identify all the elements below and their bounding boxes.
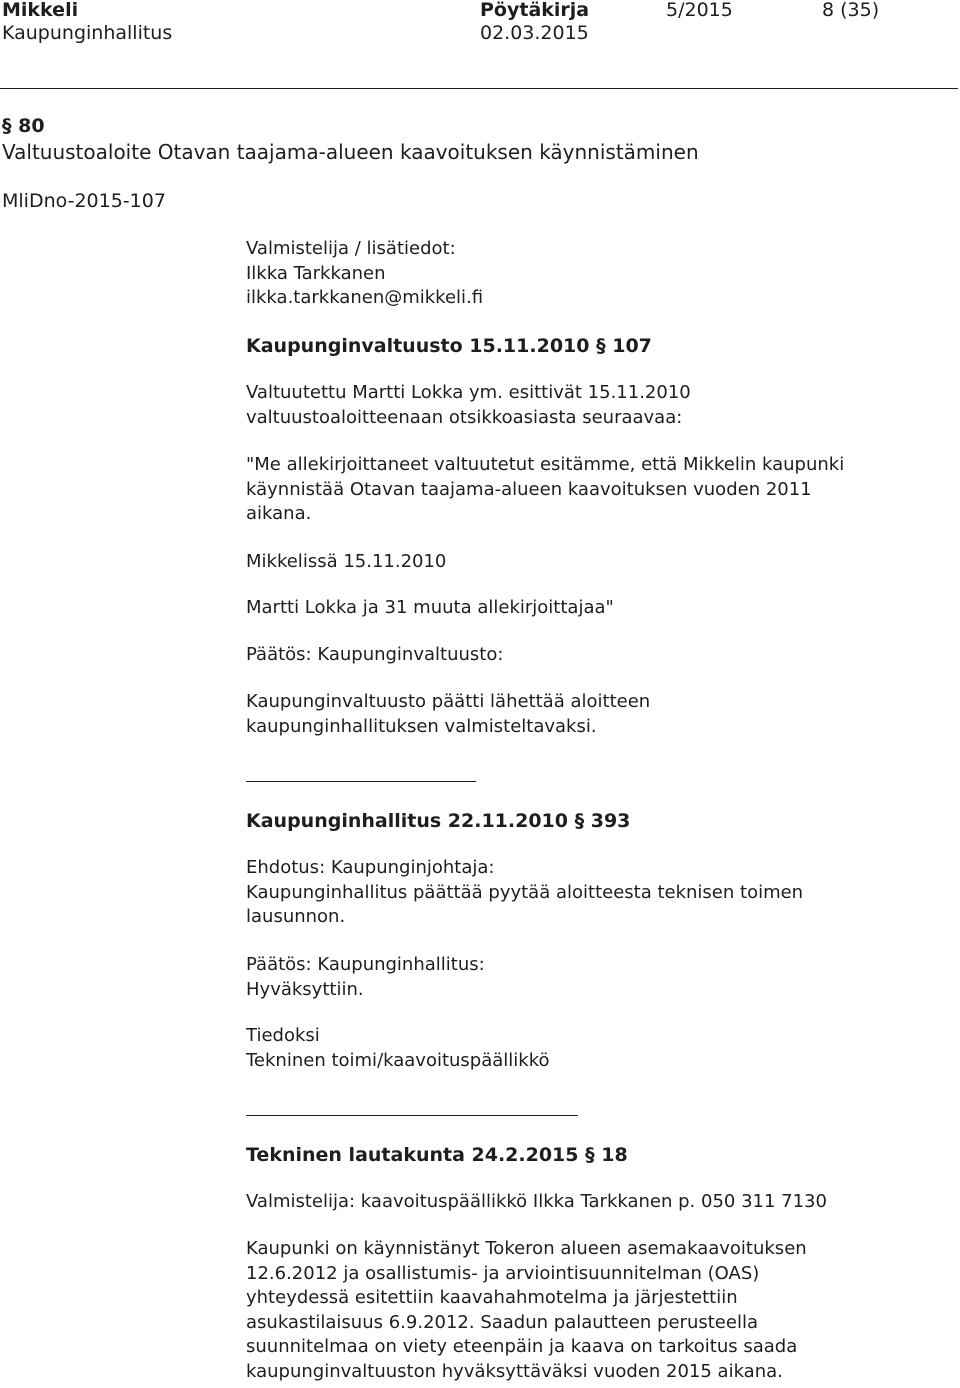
header-doc-number: 5/2015 xyxy=(666,0,733,21)
board-decision: Päätös: Kaupunginhallitus: Hyväksyttiin. xyxy=(246,954,485,1000)
preparer-name: Ilkka Tarkkanen xyxy=(246,262,386,284)
section-title: Valtuustoaloite Otavan taajama-alueen kaavoituksen käynnistäminen xyxy=(2,140,699,164)
preparer-block xyxy=(246,237,483,311)
council-place-date: Mikkelissä 15.11.2010 xyxy=(246,551,447,572)
header-date: 02.03.2015 xyxy=(480,22,589,44)
board-info: Tiedoksi Tekninen toimi/kaavoituspäällikkö xyxy=(246,1025,550,1071)
document-dno: MliDno-2015-107 xyxy=(2,190,166,212)
council-quote: "Me allekirjoittaneet valtuutetut esitämme, että Mikkelin kaupunki käynnistää Otavan taajama-alueen kaavoituksen vuoden 2011 aikana. xyxy=(246,454,845,524)
tech-body: Kaupunki on käynnistänyt Tokeron alueen asemakaavoituksen 12.6.2012 ja osallistumis- ja arviointisuunnitelman (OAS) yhteydessä esitettiin kaavahahmotelma ja järjestettiin asukastilaisuus 6.9.2012. Saadun palautteen perusteella suunnitelmaa on viety eteenpäin ja kaava on tarkoitus saada kaupunginvaltuuston hyväksyttäväksi vuoden 2015 aikana. xyxy=(246,1238,807,1382)
council-decision: Kaupunginvaltuusto päätti lähettää aloitteen kaupunginhallituksen valmisteltavaksi. xyxy=(246,691,651,737)
section-number: § 80 xyxy=(2,115,45,137)
header-divider xyxy=(0,88,958,89)
board-proposal: Ehdotus: Kaupunginjohtaja: Kaupunginhallitus päättää pyytää aloitteesta teknisen toimen lausunnon. xyxy=(246,857,804,927)
council-decision-label: Päätös: Kaupunginvaltuusto: xyxy=(246,644,504,665)
section-symbol: § xyxy=(2,115,12,137)
tech-preparer: Valmistelija: kaavoituspäällikkö Ilkka Tarkkanen p. 050 311 7130 xyxy=(246,1191,827,1212)
tech-heading: Tekninen lautakunta 24.2.2015 § 18 xyxy=(246,1144,628,1166)
board-heading: Kaupunginhallitus 22.11.2010 § 393 xyxy=(246,810,631,832)
header-body: Kaupunginhallitus xyxy=(2,22,173,44)
header-doc-type: Pöytäkirja xyxy=(480,0,590,21)
council-heading: Kaupunginvaltuusto 15.11.2010 § 107 xyxy=(246,335,652,357)
council-intro: Valtuutettu Martti Lokka ym. esittivät 15.11.2010 valtuustoaloitteenaan otsikkoasiasta seuraavaa: xyxy=(246,382,691,428)
separator-line xyxy=(246,1115,578,1116)
header-page: 8 (35) xyxy=(822,0,880,21)
council-signers: Martti Lokka ja 31 muuta allekirjoittajaa" xyxy=(246,597,614,618)
preparer-email: ilkka.tarkkanen@mikkeli.fi xyxy=(246,287,484,308)
preparer-label: Valmistelija / lisätiedot: xyxy=(246,238,456,259)
separator-line xyxy=(246,781,476,782)
header-org: Mikkeli xyxy=(2,0,79,21)
